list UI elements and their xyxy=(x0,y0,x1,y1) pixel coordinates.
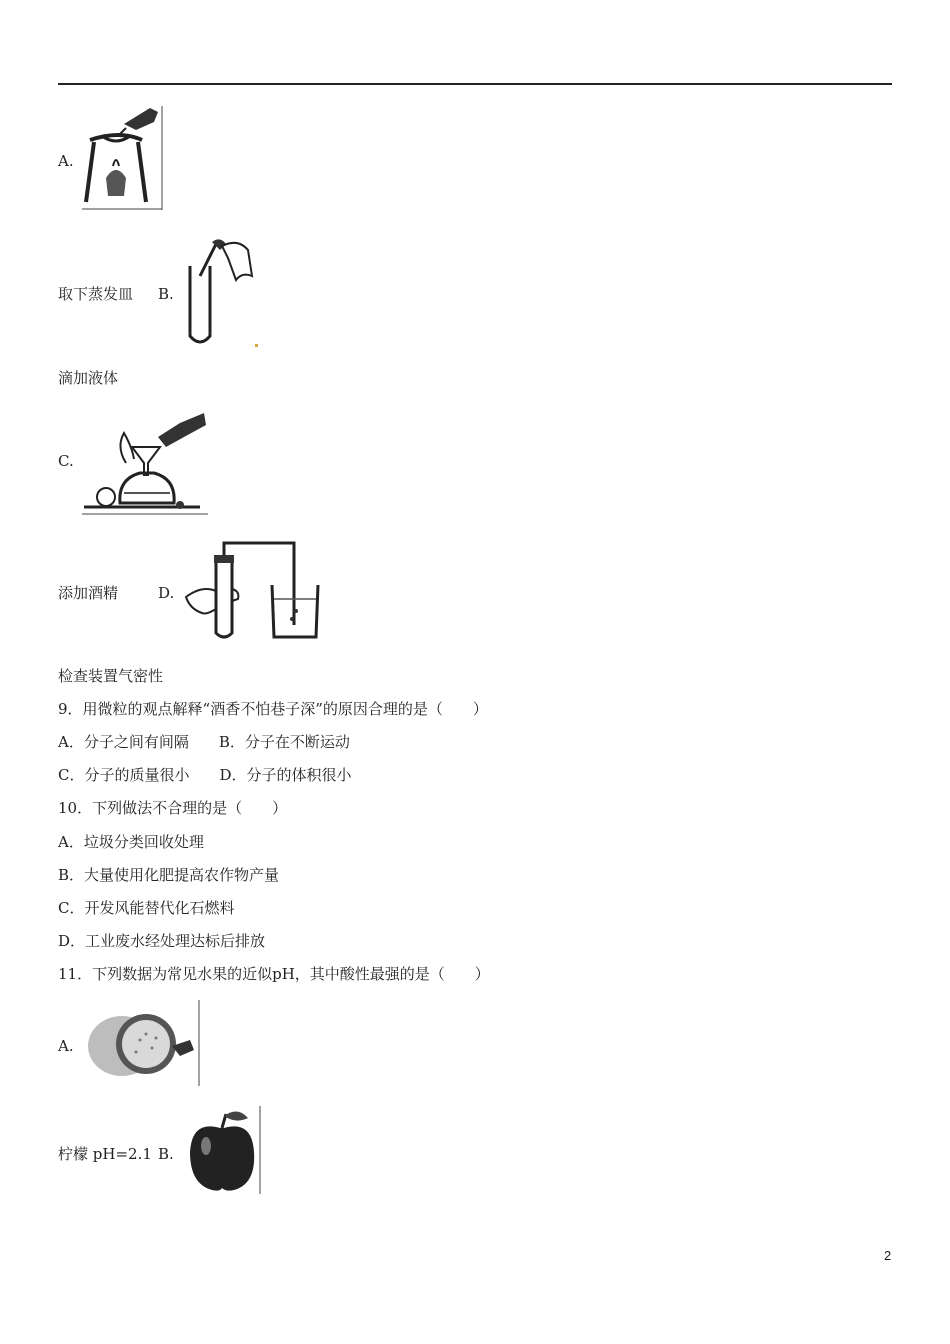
q8-option-b-letter: B. xyxy=(158,285,174,303)
q10-stem: 10．下列做法不合理的是（ ） xyxy=(58,799,288,817)
evaporating-dish-figure xyxy=(80,106,164,212)
alcohol-lamp-refill-figure xyxy=(80,403,210,517)
q9-options-line2: C．分子的质量很小 D．分子的体积很小 xyxy=(58,766,352,784)
page-number: 2 xyxy=(884,1248,892,1263)
q10-option-d: D．工业废水经处理达标后排放 xyxy=(58,932,266,950)
q8-option-a-letter: A. xyxy=(58,152,74,170)
airtightness-check-figure xyxy=(182,535,330,643)
q8-option-c-caption: 添加酒精 xyxy=(58,584,119,602)
q11-option-a-caption: 柠檬 pH=2.1 xyxy=(58,1145,152,1163)
lemon-figure xyxy=(80,1000,202,1088)
q10-option-c: C．开发风能替代化石燃料 xyxy=(58,899,235,917)
q11-option-b-letter: B. xyxy=(158,1145,174,1163)
q10-option-b: B．大量使用化肥提高农作物产量 xyxy=(58,866,280,884)
dropper-test-tube-figure xyxy=(182,236,262,350)
q10-option-a: A．垃圾分类回收处理 xyxy=(58,833,204,851)
q8-option-b-caption: 滴加液体 xyxy=(58,369,119,387)
header-rule xyxy=(58,83,892,85)
q11-option-a-letter: A. xyxy=(58,1037,74,1055)
q11-stem: 11．下列数据为常见水果的近似pH，其中酸性最强的是（ ） xyxy=(58,965,490,983)
q8-option-d-letter: D. xyxy=(158,584,175,602)
q8-option-d-caption: 检查装置气密性 xyxy=(58,667,164,685)
apple-figure xyxy=(182,1106,264,1196)
q9-stem: 9．用微粒的观点解释“酒香不怕巷子深”的原因合理的是（ ） xyxy=(58,700,488,718)
q9-options-line1: A．分子之间有间隔 B．分子在不断运动 xyxy=(58,733,350,751)
q8-option-c-letter: C. xyxy=(58,452,74,470)
q8-option-a-caption: 取下蒸发皿 xyxy=(58,285,134,303)
